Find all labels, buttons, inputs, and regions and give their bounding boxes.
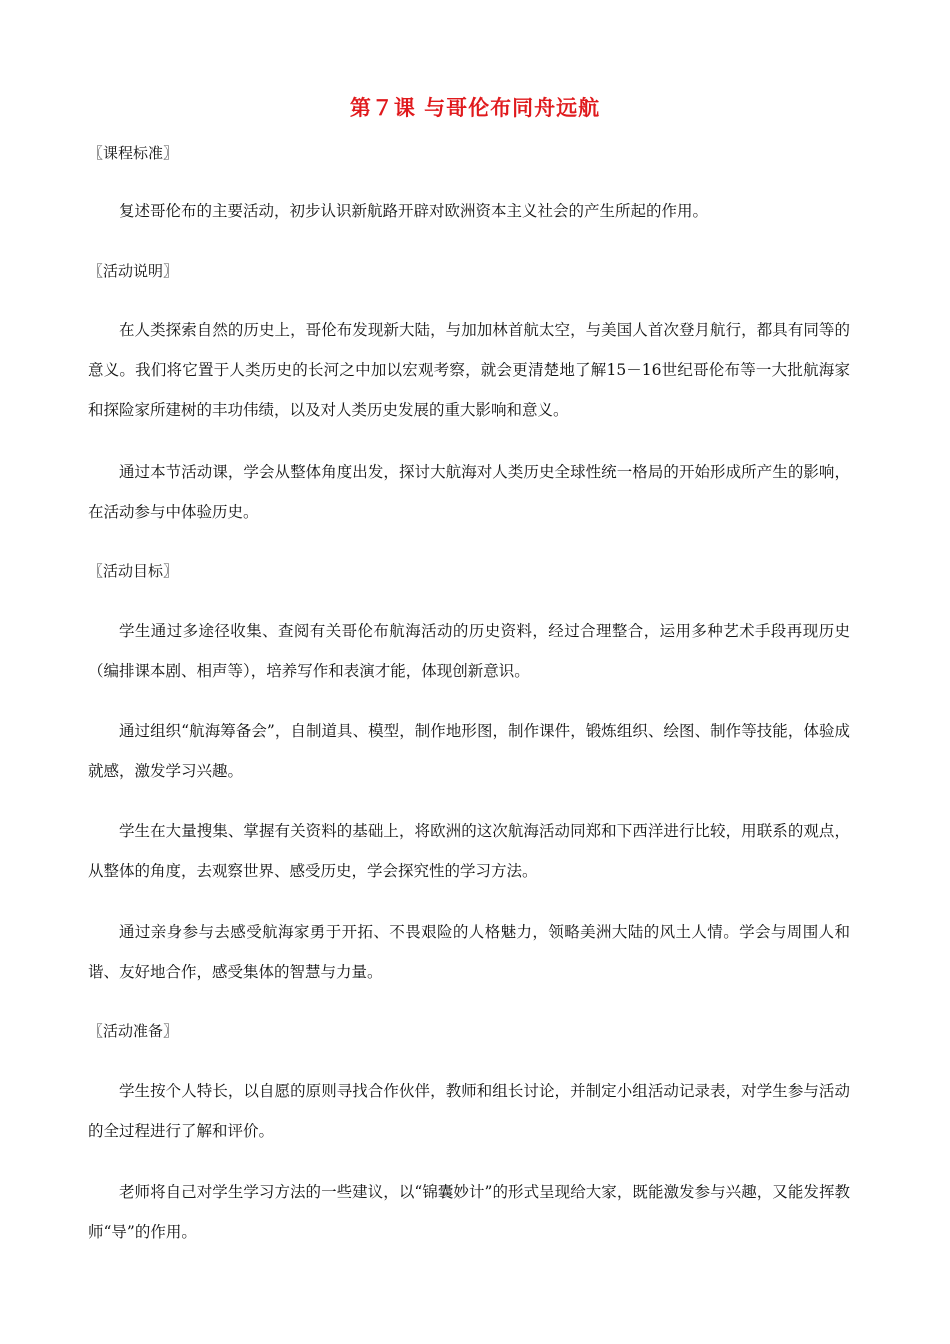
section-heading-activity-description: 〖活动说明〗 [88, 262, 179, 280]
paragraph-activity-description-2: 通过本节活动课，学会从整体角度出发，探讨大航海对人类历史全球性统一格局的开始形成所产生的影响，在活动参与中体验历史。 [88, 463, 850, 521]
paragraph-activity-goals-1: 学生通过多途径收集、查阅有关哥伦布航海活动的历史资料，经过合理整合，运用多种艺术手段再现历史（编排课本剧、相声等），培养写作和表演才能，体现创新意识。 [88, 622, 850, 680]
section-heading-activity-goals: 〖活动目标〗 [88, 562, 179, 580]
paragraph-activity-preparation-2: 老师将自己对学生学习方法的一些建议，以“锦囊妙计”的形式呈现给大家，既能激发参与兴趣，又能发挥教师“导”的作用。 [88, 1183, 850, 1241]
section-heading-curriculum-standard: 〖课程标准〗 [88, 144, 179, 162]
paragraph-curriculum-standard: 复述哥伦布的主要活动，初步认识新航路开辟对欧洲资本主义社会的产生所起的作用。 [119, 202, 709, 220]
paragraph-activity-goals-3: 学生在大量搜集、掌握有关资料的基础上，将欧洲的这次航海活动同郑和下西洋进行比较，用联系的观点，从整体的角度，去观察世界、感受历史，学会探究性的学习方法。 [88, 822, 850, 880]
paragraph-activity-preparation-1: 学生按个人特长，以自愿的原则寻找合作伙伴，教师和组长讨论，并制定小组活动记录表，对学生参与活动的全过程进行了解和评价。 [88, 1082, 850, 1140]
paragraph-activity-goals-2: 通过组织“航海筹备会”，自制道具、模型，制作地形图，制作课件，锻炼组织、绘图、制作等技能，体验成就感，激发学习兴趣。 [88, 722, 850, 780]
page-title: 第７课 与哥伦布同舟远航 [349, 96, 601, 120]
section-heading-activity-preparation: 〖活动准备〗 [88, 1022, 179, 1040]
paragraph-activity-goals-4: 通过亲身参与去感受航海家勇于开拓、不畏艰险的人格魅力，领略美洲大陆的风土人情。学会与周围人和谐、友好地合作，感受集体的智慧与力量。 [88, 923, 850, 981]
paragraph-activity-description-1: 在人类探索自然的历史上，哥伦布发现新大陆，与加加林首航太空，与美国人首次登月航行，都具有同等的意义。我们将它置于人类历史的长河之中加以宏观考察，就会更清楚地了解15－16世纪哥伦布等一大批航海家和探险家所建树的丰功伟绩，以及对人类历史发展的重大影响和意义。 [88, 321, 850, 419]
